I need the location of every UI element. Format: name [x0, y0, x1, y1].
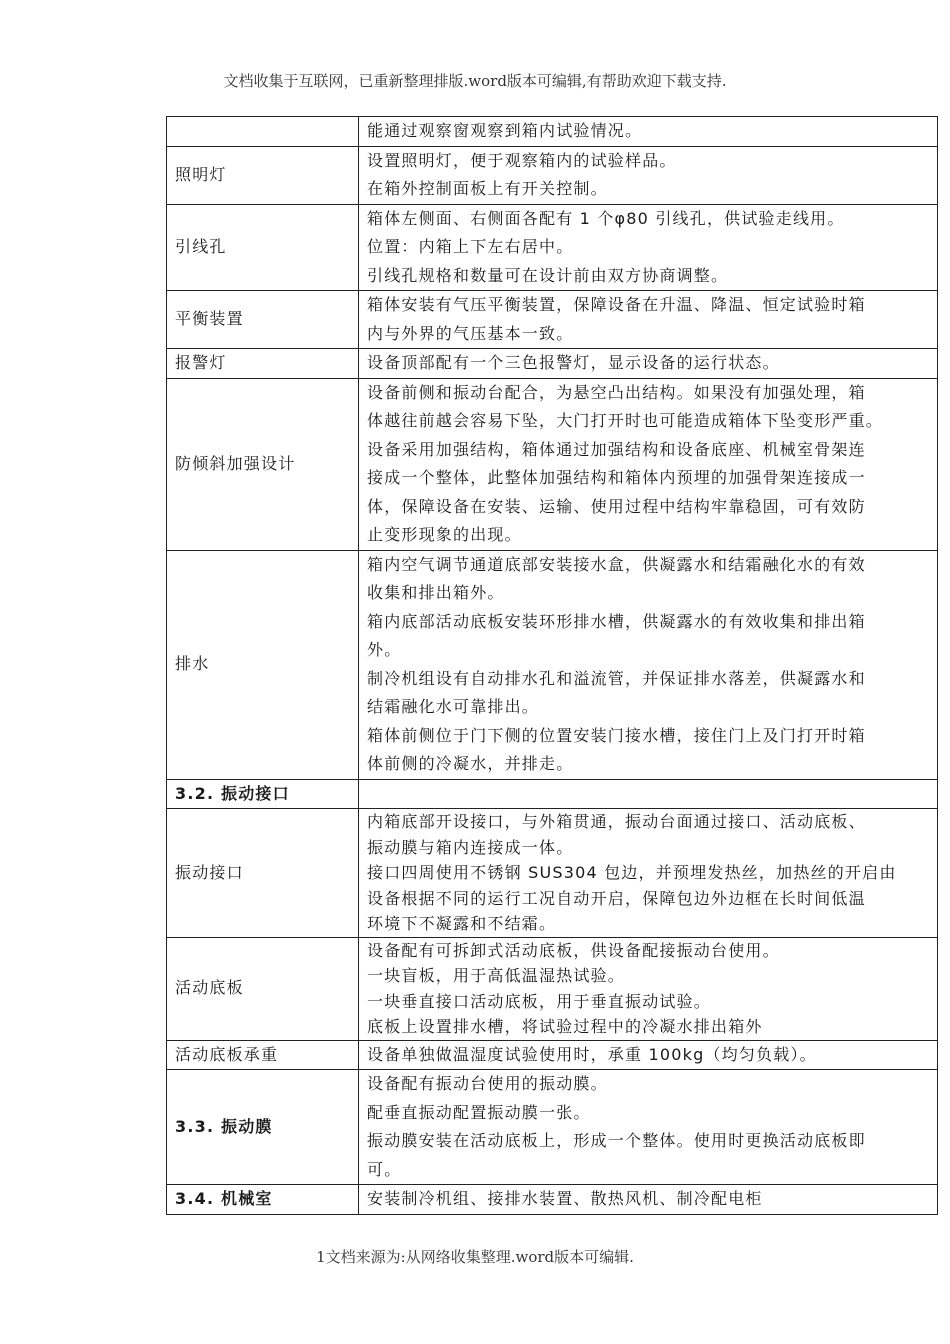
- row-content: [359, 550, 938, 779]
- row-label: 防倾斜加强设计: [167, 378, 359, 550]
- content-line: 体前侧的冷凝水，并排走。: [367, 754, 574, 773]
- table-row-drainage: [167, 550, 938, 779]
- spec-table: [166, 116, 938, 1215]
- content-line: 止变形现象的出现。: [367, 525, 522, 544]
- content-line: 接成一个整体，此整体加强结构和箱体内预埋的加强骨架连接成一: [367, 468, 866, 487]
- row-content: [359, 1185, 938, 1215]
- section-heading: 3.4. 机械室: [167, 1185, 359, 1215]
- content-line: 设置照明灯，便于观察箱内的试验样品。: [367, 150, 677, 170]
- content-line: 安装制冷机组、接排水装置、散热风机、制冷配电柜: [367, 1189, 763, 1208]
- row-content: [359, 1070, 938, 1185]
- content-line: 一块盲板，用于高低温湿热试验。: [367, 966, 626, 985]
- content-line: 接口四周使用不锈钢 SUS304 包边，并预埋发热丝，加热丝的开启由: [367, 863, 897, 882]
- row-content: [359, 378, 938, 550]
- content-line: 设备顶部配有一个三色报警灯，显示设备的运行状态。: [367, 353, 780, 372]
- row-label: [167, 117, 359, 147]
- row-label: 引线孔: [167, 204, 359, 291]
- content-line: 环境下不凝露和不结霜。: [367, 914, 557, 933]
- content-line: 箱内底部活动底板安装环形排水槽，供凝露水的有效收集和排出箱: [367, 611, 866, 631]
- content-line: 设备配有振动台使用的振动膜。: [367, 1074, 608, 1093]
- content-line: 底板上设置排水槽，将试验过程中的冷凝水排出箱外: [367, 1017, 763, 1036]
- table-row-section-3-2: [167, 779, 938, 809]
- row-label: 振动接口: [167, 809, 359, 938]
- content-line: 位置：内箱上下左右居中。: [367, 237, 574, 256]
- content-line: 制冷机组设有自动排水孔和溢流管，并保证排水落差，供凝露水和: [367, 668, 866, 688]
- table-row-movable-floor: [167, 937, 938, 1040]
- page-header: 文档收集于互联网，已重新整理排版.word版本可编辑,有帮助欢迎下载支持.: [223, 72, 727, 90]
- row-content: [359, 291, 938, 349]
- row-label: 排水: [167, 550, 359, 779]
- content-line: 结霜融化水可靠排出。: [367, 697, 540, 716]
- table-row-vibration-interface: [167, 809, 938, 938]
- page-footer: 1文档来源为:从网络收集整理.word版本可编辑.: [316, 1248, 634, 1266]
- row-content: [359, 937, 938, 1040]
- content-line: 振动膜与箱内连接成一体。: [367, 837, 574, 857]
- content-line: 在箱外控制面板上有开关控制。: [367, 179, 608, 198]
- content-line: 箱体安装有气压平衡装置，保障设备在升温、降温、恒定试验时箱: [367, 295, 866, 314]
- content-line: 体越往前越会容易下坠，大门打开时也可能造成箱体下坠变形严重。: [367, 411, 884, 430]
- content-line: 收集和排出箱外。: [367, 583, 505, 602]
- row-content: [359, 779, 938, 809]
- content-line: 箱体前侧位于门下侧的位置安装门接水槽，接住门上及门打开时箱: [367, 725, 866, 745]
- row-label: 活动底板承重: [167, 1040, 359, 1070]
- row-label: 报警灯: [167, 349, 359, 379]
- content-line: 内箱底部开设接口，与外箱贯通，振动台面通过接口、活动底板、: [367, 812, 866, 831]
- row-content: [359, 204, 938, 291]
- content-line: 箱体左侧面、右侧面各配有 1 个φ80 引线孔，供试验走线用。: [367, 208, 845, 228]
- content-line: 一块垂直接口活动底板，用于垂直振动试验。: [367, 991, 712, 1011]
- table-row-lead-hole: [167, 204, 938, 291]
- content-line: 外。: [367, 640, 402, 659]
- row-content: [359, 1040, 938, 1070]
- table-row-floor-load: [167, 1040, 938, 1070]
- content-line: 设备采用加强结构，箱体通过加强结构和设备底座、机械室骨架连: [367, 439, 866, 459]
- row-content: [359, 117, 938, 147]
- content-line: 设备前侧和振动台配合，为悬空凸出结构。如果没有加强处理，箱: [367, 382, 866, 402]
- content-line: 配垂直振动配置振动膜一张。: [367, 1102, 591, 1122]
- table-row-observe-window: [167, 117, 938, 147]
- content-line: 能通过观察窗观察到箱内试验情况。: [367, 121, 643, 140]
- section-heading: 3.2. 振动接口: [167, 779, 359, 809]
- table-row-alarm-light: [167, 349, 938, 379]
- table-row-balance-device: [167, 291, 938, 349]
- row-content: [359, 349, 938, 379]
- table-row-lighting: [167, 146, 938, 204]
- content-line: 引线孔规格和数量可在设计前由双方协商调整。: [367, 265, 729, 285]
- table-row-section-3-3: [167, 1070, 938, 1185]
- content-line: 箱内空气调节通道底部安装接水盒，供凝露水和结霜融化水的有效: [367, 554, 866, 574]
- content-line: 设备单独做温湿度试验使用时，承重 100kg（均匀负载）。: [367, 1044, 817, 1064]
- content-line: 可。: [367, 1159, 402, 1179]
- row-label: 活动底板: [167, 937, 359, 1040]
- table-row-anti-tilt: [167, 378, 938, 550]
- row-label: 照明灯: [167, 146, 359, 204]
- row-content: [359, 146, 938, 204]
- content-line: 振动膜安装在活动底板上，形成一个整体。使用时更换活动底板即: [367, 1131, 866, 1150]
- content-line: 体，保障设备在安装、运输、使用过程中结构牢靠稳固，可有效防: [367, 496, 866, 516]
- content-line: 设备配有可拆卸式活动底板，供设备配接振动台使用。: [367, 940, 780, 960]
- content-line: 内与外界的气压基本一致。: [367, 323, 574, 343]
- row-content: [359, 809, 938, 938]
- content-line: 设备根据不同的运行工况自动开启，保障包边外边框在长时间低温: [367, 888, 866, 908]
- section-heading: 3.3. 振动膜: [167, 1070, 359, 1185]
- table-row-section-3-4: [167, 1185, 938, 1215]
- row-label: 平衡装置: [167, 291, 359, 349]
